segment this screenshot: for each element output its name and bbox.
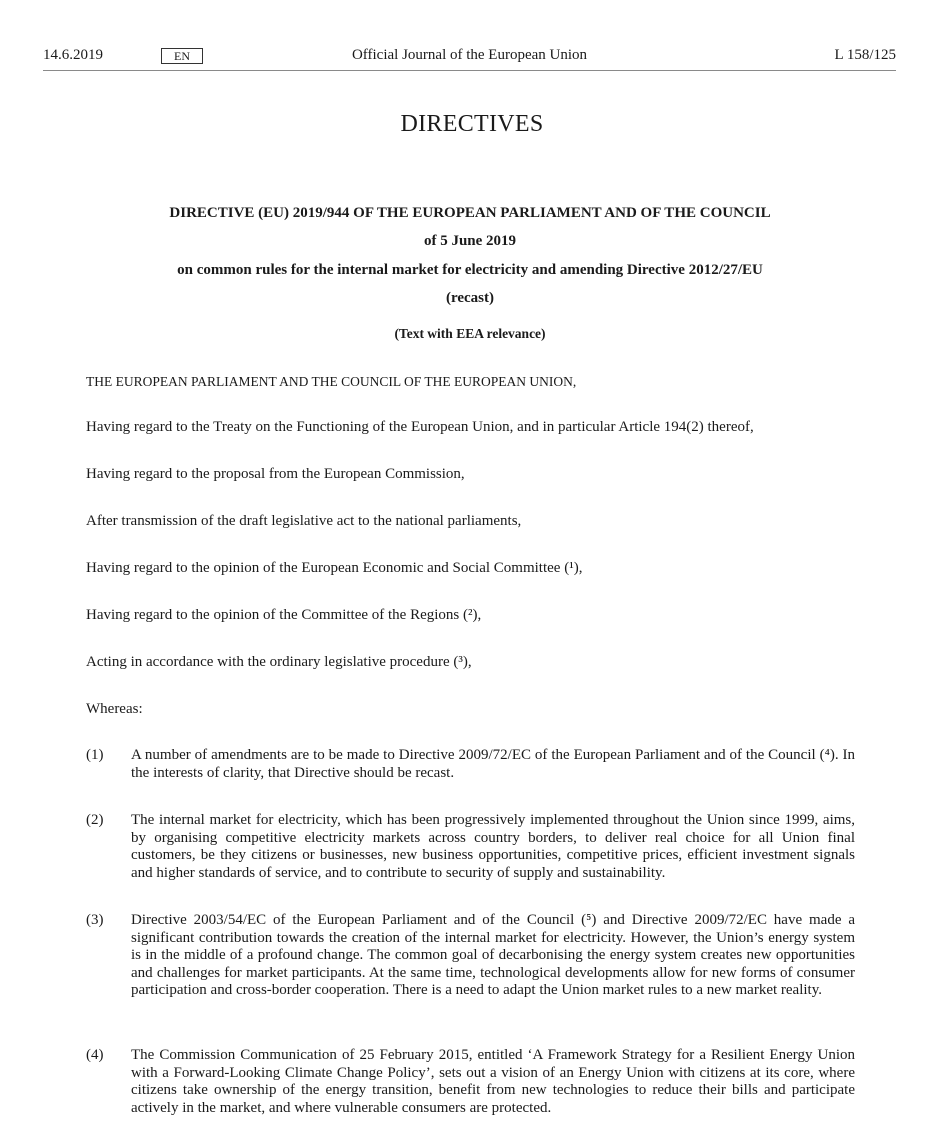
recital-number: (3) (86, 912, 104, 928)
publication-date: 14.6.2019 (43, 47, 103, 63)
enacting-authority: THE EUROPEAN PARLIAMENT AND THE COUNCIL OF THE EUROPEAN UNION, (86, 374, 577, 389)
recital-number: (1) (86, 747, 104, 763)
page-header (43, 47, 896, 67)
recital (86, 812, 855, 882)
citation: Having regard to the Treaty on the Functioning of the European Union, and in particular Article 194(2) thereof, (86, 419, 754, 435)
recital-number: (2) (86, 812, 104, 828)
directive-date: of 5 June 2019 (423, 233, 517, 249)
whereas-label: Whereas: (86, 701, 143, 717)
directive-subject: on common rules for the internal market for electricity and amending Directive 2012/27/EU (177, 262, 763, 278)
recital-text: A number of amendments are to be made to Directive 2009/72/EC of the European Parliament and of the Council (⁴). In the interests of clarity, that Directive should be recast. (131, 747, 855, 781)
citation: Acting in accordance with the ordinary legislative procedure (³), (86, 654, 472, 670)
citation: Having regard to the proposal from the European Commission, (86, 466, 465, 482)
citation: After transmission of the draft legislative act to the national parliaments, (86, 513, 522, 529)
recital (86, 747, 855, 782)
recital-number: (4) (86, 1047, 104, 1063)
citation: Having regard to the opinion of the European Economic and Social Committee (¹), (86, 560, 583, 576)
recital-text: The internal market for electricity, which has been progressively implemented throughout the Union since 1999, aims, by organising competitive electricity markets across country borders, to deliver real choice for all Union final customers, be they citizens or businesses, new business opportunities, competitive prices, efficient investment signals and higher standards of service, and to contribute to security of supply and sustainability. (131, 812, 855, 881)
directive-title: DIRECTIVE (EU) 2019/944 OF THE EUROPEAN PARLIAMENT AND OF THE COUNCIL (169, 205, 771, 221)
journal-name: Official Journal of the European Union (351, 47, 588, 63)
section-title: DIRECTIVES (400, 111, 544, 137)
recital-text: The Commission Communication of 25 February 2015, entitled ‘A Framework Strategy for a Resilient Energy Union with a Forward-Looking Climate Change Policy’, sets out a vision of an Energy Union with citizens at its core, where citizens take ownership of the energy transition, benefit from new technologies to reduce their bills and participate actively in the market, and where vulnerable consumers are protected. (131, 1047, 855, 1116)
eea-relevance: (Text with EEA relevance) (394, 326, 546, 341)
recast-label: (recast) (445, 290, 495, 306)
page-reference: L 158/125 (834, 47, 896, 63)
recital (86, 1047, 855, 1117)
recital (86, 912, 855, 1000)
citation: Having regard to the opinion of the Committee of the Regions (²), (86, 607, 482, 623)
language-badge: EN (161, 48, 203, 64)
recital-text: Directive 2003/54/EC of the European Parliament and of the Council (⁵) and Directive 2009/72/EC have made a significant contribution towards the creation of the internal market for electricity. However, the Union’s energy system is in the middle of a profound change. The common goal of decarbonising the energy system creates new opportunities and challenges for market participants. At the same time, technological developments allow for new forms of consumer participation and cross-border cooperation. There is a need to adapt the Union market rules to a new market reality. (131, 912, 855, 999)
header-divider (43, 70, 896, 71)
